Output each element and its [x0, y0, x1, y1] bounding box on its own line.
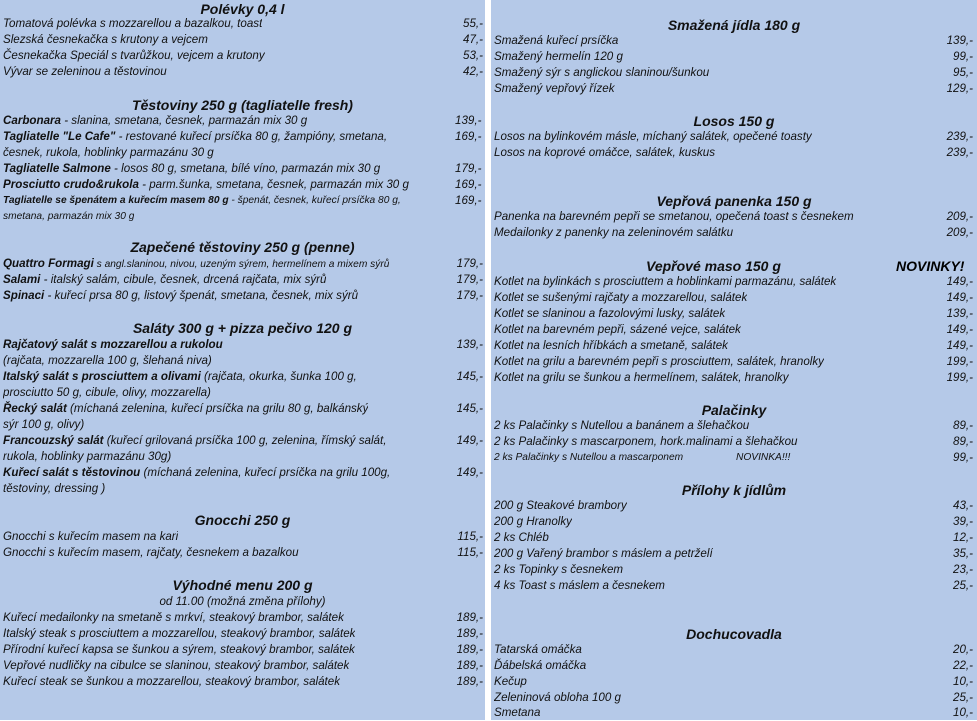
fried-heading: Smažená jídla 180 g	[667, 17, 801, 33]
menu-item: Italský salát s prosciuttem a olivami (rajčata, okurka, šunka 100 g, 145,-	[3, 370, 483, 383]
menu-item: Losos na bylinkovém másle, míchaný salátek, opečené toasty 239,-	[494, 130, 973, 143]
new-items-badge: NOVINKY!	[896, 258, 965, 274]
menu-item: Francouzský salát (kuřecí grilovaná prsíčka 100 g, zelenina, římský salát, 149,-	[3, 434, 483, 447]
menu-item: 2 ks Topinky s česnekem 23,-	[494, 563, 973, 576]
menu-item: 2 ks Chléb 12,-	[494, 531, 973, 544]
menu-item: Kotlet na bylinkách s prosciuttem a hoblinkami parmazánu, salátek 149,-	[494, 275, 973, 288]
menu-item: 2 ks Palačinky s Nutellou a mascarponem NOVINKA!!! 99,-	[494, 451, 973, 464]
menu-item: Prosciutto crudo&rukola - parm.šunka, smetana, česnek, parmazán mix 30 g 169,-	[3, 178, 482, 191]
menu-item: Česnekačka Speciál s tvarůžkou, vejcem a krutony 53,-	[3, 49, 483, 62]
menu-item: Vývar se zeleninou a těstovinou 42,-	[3, 65, 483, 78]
lunch-menu-subtitle: od 11.00 (možná změna přílohy)	[159, 595, 326, 608]
menu-item: Salami - italský salám, cibule, česnek, drcená rajčata, mix sýrů 179,-	[3, 273, 483, 286]
menu-item: Kotlet na barevném pepři, sázené vejce, salátek 149,-	[494, 323, 973, 336]
menu-item-desc: prosciutto 50 g, cibule, olivy, mozzarella)	[3, 386, 211, 399]
menu-item: Ďábelská omáčka 22,-	[494, 659, 973, 672]
menu-item: Panenka na barevném pepři se smetanou, opečená toast s česnekem 209,-	[494, 210, 973, 223]
menu-item-desc: (rajčata, mozzarella 100 g, šlehaná niva)	[3, 354, 212, 367]
condiments-heading: Dochucovadla	[686, 626, 782, 642]
menu-item-desc: těstoviny, dressing )	[3, 482, 106, 495]
menu-item-desc: smetana, parmazán mix 30 g	[3, 211, 135, 222]
menu-item: Smažená kuřecí prsíčka 139,-	[494, 34, 973, 47]
menu-item-desc: česnek, rukola, hoblinky parmazánu 30 g	[3, 146, 214, 159]
menu-item: Slezská česnekačka s krutony a vejcem 47,-	[3, 33, 483, 46]
menu-item: Italský steak s prosciuttem a mozzarellou, steakový brambor, salátek 189,-	[3, 627, 483, 640]
menu-item: Řecký salát (míchaná zelenina, kuřecí prsíčka na grilu 80 g, balkánský 145,-	[3, 402, 483, 415]
menu-item: Tagliatelle "Le Cafe" - restované kuřecí prsíčka 80 g, žampióny, smetana, 169,-	[3, 130, 482, 143]
baked-pasta-heading: Zapečené těstoviny 250 g (penne)	[130, 239, 355, 255]
menu-item: Kotlet na grilu a barevném pepři s prosciuttem, salátek, hranolky 199,-	[494, 355, 973, 368]
right-menu-column	[491, 0, 977, 720]
menu-item: Kuřecí salát s těstovinou (míchaná zelenina, kuřecí prsíčka na grilu 100g, 149,-	[3, 466, 483, 479]
menu-item-desc: sýr 100 g, olivy)	[3, 418, 85, 431]
new-item-note: NOVINKA!!!	[736, 452, 791, 463]
gnocchi-heading: Gnocchi 250 g	[194, 512, 291, 528]
menu-item: 2 ks Palačinky s mascarponem, hork.malinami a šlehačkou 89,-	[494, 435, 973, 448]
menu-item: Smažený hermelín 120 g 99,-	[494, 50, 973, 63]
menu-item: Vepřové nudličky na cibulce se slaninou, steakový brambor, salátek 189,-	[3, 659, 483, 672]
menu-item-desc: rukola, hoblinky parmazánu 30g)	[3, 450, 172, 463]
menu-item: Kotlet na grilu se šunkou a hermelínem, salátek, hranolky 199,-	[494, 371, 973, 384]
menu-item: Kuřecí medailonky na smetaně s mrkví, steakový brambor, salátek 189,-	[3, 611, 483, 624]
menu-item: 200 g Hranolky 39,-	[494, 515, 973, 528]
menu-item: Smetana 10,-	[494, 706, 973, 719]
menu-item: Spinaci - kuřecí prsa 80 g, listový špenát, smetana, česnek, mix sýrů 179,-	[3, 289, 483, 302]
lunch-menu-heading: Výhodné menu 200 g	[172, 577, 313, 593]
left-menu-column	[0, 0, 485, 720]
menu-item: 200 g Vařený brambor s máslem a petrželí 35,-	[494, 547, 973, 560]
salmon-heading: Losos 150 g	[693, 113, 775, 129]
menu-item: Kotlet se slaninou a fazolovými lusky, salátek 139,-	[494, 307, 973, 320]
sides-heading: Přílohy k jídlům	[681, 482, 787, 498]
soups-heading: Polévky 0,4 l	[200, 1, 285, 17]
menu-item: Gnocchi s kuřecím masem na kari 115,-	[3, 530, 483, 543]
menu-item: Kuřecí steak se šunkou a mozzarellou, steakový brambor, salátek 189,-	[3, 675, 483, 688]
menu-item: 200 g Steakové brambory 43,-	[494, 499, 973, 512]
menu-item: Gnocchi s kuřecím masem, rajčaty, česnekem a bazalkou 115,-	[3, 546, 483, 559]
menu-item: Kotlet se sušenými rajčaty a mozzarellou, salátek 149,-	[494, 291, 973, 304]
menu-item: Smažený vepřový řízek 129,-	[494, 82, 973, 95]
menu-item: Smažený sýr s anglickou slaninou/šunkou 95,-	[494, 66, 973, 79]
menu-item: Tagliatelle se špenátem a kuřecím masem 80 g - špenát, česnek, kuřecí prsíčka 80 g, 169,-	[3, 194, 482, 207]
menu-item: Quattro Formagi s angl.slaninou, nivou, uzeným sýrem, hermelínem a mixem sýrů 179,-	[3, 257, 483, 270]
menu-item: 2 ks Palačinky s Nutellou a banánem a šlehačkou 89,-	[494, 419, 973, 432]
pork-heading: Vepřové maso 150 g	[646, 258, 781, 274]
menu-item: Tomatová polévka s mozzarellou a bazalkou, toast 55,-	[3, 17, 483, 30]
tenderloin-heading: Vepřová panenka 150 g	[656, 193, 812, 209]
pasta-heading: Těstoviny 250 g (tagliatelle fresh)	[132, 97, 353, 113]
pancakes-heading: Palačinky	[701, 402, 767, 418]
salads-heading: Saláty 300 g + pizza pečivo 120 g	[132, 320, 353, 336]
menu-item: 4 ks Toast s máslem a česnekem 25,-	[494, 579, 973, 592]
menu-item: Tatarská omáčka 20,-	[494, 643, 973, 656]
menu-item: Zeleninová obloha 100 g 25,-	[494, 691, 973, 704]
menu-item: Přírodní kuřecí kapsa se šunkou a sýrem, steakový brambor, salátek 189,-	[3, 643, 483, 656]
menu-item: Kečup 10,-	[494, 675, 973, 688]
menu-item: Losos na koprové omáčce, salátek, kuskus 239,-	[494, 146, 973, 159]
menu-item: Tagliatelle Salmone - losos 80 g, smetana, bílé víno, parmazán mix 30 g 179,-	[3, 162, 482, 175]
menu-item: Kotlet na lesních hříbkách a smetaně, salátek 149,-	[494, 339, 973, 352]
menu-item: Rajčatový salát s mozzarellou a rukolou 139,-	[3, 338, 483, 351]
menu-item: Medailonky z panenky na zeleninovém salátku 209,-	[494, 226, 973, 239]
menu-item: Carbonara - slanina, smetana, česnek, parmazán mix 30 g 139,-	[3, 114, 482, 127]
